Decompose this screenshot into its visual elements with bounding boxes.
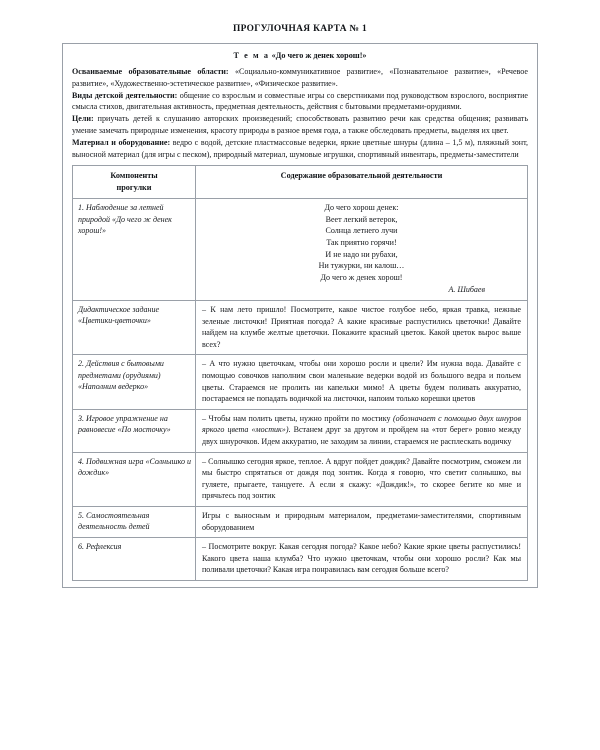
content-cell: – Солнышко сегодня яркое, теплое. А вдруг пойдет дождик? Давайте посмотрим, сможем ли мы быстро спрятаться от дождя под зонтик. Когда я говорю, что светит солнышко, вы гуляете, прыгаете, танцуете. А если я скажу: «Дождик!», то скорее бегите ко мне и прячьтесь под зонтик <box>196 452 528 506</box>
poem-author: А. Шибаев <box>448 285 485 295</box>
document-frame <box>62 43 538 588</box>
content-cell <box>196 409 528 452</box>
table-row <box>73 301 528 355</box>
poem-line: До чего хорош денек: <box>324 203 399 213</box>
content-text-pre: – Чтобы нам полить цветы, нужно пройти по мостику <box>202 413 393 423</box>
poem-line: До чего ж денек хорош! <box>320 272 403 282</box>
goals-label: Цели: <box>72 114 94 124</box>
table-header-row <box>73 166 528 199</box>
stage-direction: (обозначает с помощью двух шнуров яркого цвета «мостик») <box>202 413 522 435</box>
content-cell: Игры с выносным и природным материалом, предметами-заместителями, спортивным оборудованием <box>196 506 528 537</box>
goals-paragraph <box>72 113 528 136</box>
header-components-line2: прогулки <box>116 182 152 192</box>
educational-areas-text: «Социально-коммуникативное развитие», «Познавательное развитие», «Речевое развитие», «Художественно-эстетическое развитие», «Физическое развитие». <box>72 67 528 88</box>
component-cell: Дидактическое задание «Цветики-цветочки» <box>73 301 196 355</box>
header-content: Содержание образовательной деятельности <box>196 166 528 199</box>
component-cell: 4. Подвижная игра «Солнышко и дождик» <box>73 452 196 506</box>
educational-areas-paragraph <box>72 66 528 89</box>
content-cell: – К нам лето пришло! Посмотрите, какое чистое голубое небо, яркая травка, нежные зеленые листочки! Приятная погода? А какие красивые распустились цветочки! Давайте найдем на клумбе желтые цветочки. Покажите красный цветок. Какой цветок вырос выше всех? <box>196 301 528 355</box>
table-row <box>73 199 528 301</box>
materials-label: Материал и оборудование: <box>72 138 171 148</box>
content-cell: – Посмотрите вокруг. Какая сегодня погода? Какое небо? Какие яркие цветы распустились! Какого цвета наша клумба? Что нужно цветочкам, чтобы они хорошо росли? Как мы поливали цветочки? Какая игра понравилась вам сегодня больше всего? <box>196 538 528 581</box>
table-row <box>73 355 528 409</box>
table-row <box>73 452 528 506</box>
component-cell: 5. Самостоятельная деятельность детей <box>73 506 196 537</box>
header-components-line1: Компоненты <box>110 171 158 181</box>
educational-areas-label: Осваиваемые образовательные области: <box>72 67 229 76</box>
table-row <box>73 506 528 537</box>
content-cell: – А что нужно цветочкам, чтобы они хорошо росли и цвели? Им нужна вода. Давайте с помощью совочков наполним свои маленькие ведерки водой из большого ведра и польем цветы. Стараемся не пролить ни капельки мимо! А цветы будем поливать аккуратно, постараемся не попадать водичкой на листочки, напоим только корешки цветов <box>196 355 528 409</box>
activities-text: общение со взрослым и совместные игры со сверстниками под руководством взрослого, восприятие смысла стихов, двигательная активность, предметная деятельность, действия с бытовыми предметами-орудиями. <box>72 90 528 112</box>
materials-paragraph <box>72 137 528 160</box>
component-cell: 6. Рефлексия <box>73 538 196 581</box>
theme-heading <box>72 51 528 60</box>
intro-section <box>63 44 537 587</box>
content-text-post: . Встанем друг за другом и пройдем на «тот берег» ровно между двух шнурочков. Идем аккуратно, не заходим за линии, стараемся не расплескать водичку <box>202 425 521 446</box>
component-cell: 2. Действия с бытовыми предметами (орудиями) «Наполним ведерко» <box>73 355 196 409</box>
goals-text: приучать детей к слушанию авторских произведений; способствовать развитию речи как средства общения; развивать умение замечать природные изменения, красоту природы в разное время года, а также обследовать предметы, выделяя их цвет. <box>72 114 528 135</box>
walk-plan-table <box>72 165 528 581</box>
materials-text: ведро с водой, детские пластмассовые ведерки, яркие цветные шнуры (длина – 1,5 м), пляжный зонт, выносной материал (для игры с песком), природный материал, шумовые игрушки, спортивный инвентарь, предметы-заместители <box>72 138 528 159</box>
page-title: ПРОГУЛОЧНАЯ КАРТА № 1 <box>232 24 368 34</box>
theme-label: Т е м а <box>233 51 270 60</box>
activities-paragraph <box>72 90 528 113</box>
table-row <box>73 538 528 581</box>
theme-value: «До чего ж денек хорош!» <box>271 51 367 60</box>
component-cell: 3. Игровое упражнение на равновесие «По мосточку» <box>73 409 196 452</box>
poem-line: Солнца летнего лучи <box>325 226 398 236</box>
poem-line: И не надо ни рубахи, <box>325 249 398 259</box>
poem-line: Так приятно горячи! <box>326 238 397 248</box>
header-components <box>73 166 196 199</box>
content-cell-poem <box>196 199 528 301</box>
poem-line: Ни тужурки, ни калош… <box>318 261 405 271</box>
poem-line: Веет легкий ветерок, <box>325 214 398 224</box>
component-cell: 1. Наблюдение за летней природой «До чего ж денек хорош!» <box>73 199 196 301</box>
table-row <box>73 409 528 452</box>
activities-label: Виды детской деятельности: <box>72 90 178 100</box>
